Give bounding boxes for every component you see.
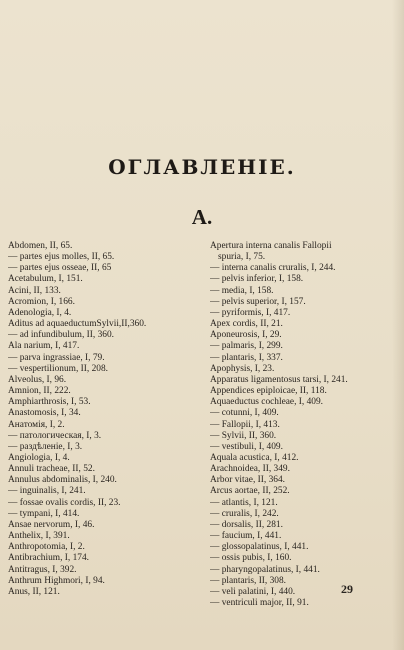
page-number: 29 [341, 582, 353, 596]
index-entry: Анатомія, I, 2. [8, 419, 65, 430]
index-entry: Ansae nervorum, I, 46. [8, 519, 95, 530]
index-entry: — dorsalis, II, 281. [210, 519, 283, 530]
index-entry: Appendices epiploicae, II, 118. [210, 386, 327, 397]
index-entry: — раздѣленіе, I, 3. [8, 441, 83, 452]
index-entry: Anthrum Highmori, I, 94. [8, 575, 105, 586]
index-entry: — ad infundibulum, II, 360. [8, 330, 114, 341]
index-entry: Alveolus, I, 96. [8, 374, 67, 385]
index-entry: Annulus abdominalis, I, 240. [8, 475, 117, 486]
index-entry: — partes ejus osseae, II, 65 [8, 263, 112, 274]
index-entry: — plantaris, I, 337. [210, 352, 283, 363]
index-entry: — partes ejus molles, II, 65. [8, 252, 115, 263]
index-entry: — ventriculi major, II, 91. [210, 598, 309, 608]
index-entry: Aponeurosis, I, 29. [210, 330, 282, 341]
index-entry: Adenologia, I, 4. [8, 307, 72, 318]
index-entry: Arbor vitae, II, 364. [210, 475, 285, 486]
index-entry: — cruralis, I, 242. [210, 508, 279, 519]
index-column-right [210, 241, 400, 609]
index-entry: — vespertilionum, II, 208. [8, 363, 108, 374]
index-entry: — glossopalatinus, I, 441. [210, 542, 309, 553]
index-entry: Antitragus, I, 392. [8, 564, 77, 575]
index-entry: Acetabulum, I, 151. [8, 274, 83, 285]
index-entry: — parva ingrassiae, I, 79. [8, 352, 105, 363]
index-entry: Acini, II, 133. [8, 285, 61, 296]
index-entry: — atlantis, I, 121. [210, 497, 278, 508]
index-entry: Amnion, II, 222. [8, 386, 71, 397]
index-entry: — plantaris, II, 308. [210, 575, 287, 586]
index-entry: Antibrachium, I, 174. [8, 553, 89, 564]
index-entry: — faucium, I, 441. [210, 531, 282, 542]
index-column-left [8, 241, 198, 598]
index-entry: — pelvis inferior, I, 158. [210, 274, 304, 285]
index-entry: Aquaeductus cochleae, I, 409. [210, 397, 323, 408]
index-entry: Apex cordis, II, 21. [210, 319, 283, 330]
section-letter: A. [191, 205, 213, 229]
index-entry: Aditus ad aquaeductumSylvii,II,360. [8, 319, 147, 330]
index-entry: Aquala acustica, I, 412. [210, 452, 299, 463]
page-heading: ОГЛАВЛЕНІЕ. [108, 155, 296, 179]
index-entry: — media, I, 158. [210, 285, 274, 296]
index-entry: Amphiarthrosis, I, 53. [8, 397, 91, 408]
index-entry: Ala narium, I, 417. [8, 341, 80, 352]
index-entry: — pyriformis, I, 417. [210, 307, 291, 318]
index-entry: Anthelix, I, 391. [8, 531, 70, 542]
index-entry: Anus, II, 121. [8, 586, 60, 597]
index-entry: Arachnoidea, II, 349. [210, 464, 290, 475]
index-entry: — palmaris, I, 299. [210, 341, 283, 352]
index-entry: Annuli tracheae, II, 52. [8, 464, 95, 475]
index-entry: Abdomen, II, 65. [8, 241, 73, 251]
index-entry: — патологическая, I, 3. [8, 430, 102, 441]
index-entry: — tympani, I, 414. [8, 508, 80, 519]
index-entry: — interna canalis cruralis, I, 244. [210, 263, 336, 274]
index-entry: — fossae ovalis cordis, II, 23. [8, 497, 121, 508]
index-entry: — Sylvii, II, 360. [210, 430, 277, 441]
index-entry: Apertura interna canalis Fallopii [210, 241, 332, 251]
index-entry: — inguinalis, I, 241. [8, 486, 86, 497]
index-entry: spuria, I, 75. [218, 252, 266, 263]
index-entry: — cotunni, I, 409. [210, 408, 279, 419]
index-entry: — vestibuli, I, 409. [210, 441, 283, 452]
index-entry: — pharyngopalatinus, I, 441. [210, 564, 320, 575]
index-entry: — Fallopii, I, 413. [210, 419, 280, 430]
index-entry: — ossis pubis, I, 160. [210, 553, 292, 564]
index-entry: Acromion, I, 166. [8, 296, 75, 307]
index-entry: — veli palatini, I, 440. [210, 586, 296, 597]
index-entry: Apophysis, I, 23. [210, 363, 275, 374]
index-entry: Arcus aortae, II, 252. [210, 486, 290, 497]
index-entry: Anthropotomia, I, 2. [8, 542, 85, 553]
page-edge-shadow [392, 0, 404, 650]
index-entry: Angiologia, I, 4. [8, 452, 70, 463]
index-entry: Anastomosis, I, 34. [8, 408, 81, 419]
index-entry: Apparatus ligamentosus tarsi, I, 241. [210, 374, 348, 385]
index-entry: — pelvis superior, I, 157. [210, 296, 306, 307]
